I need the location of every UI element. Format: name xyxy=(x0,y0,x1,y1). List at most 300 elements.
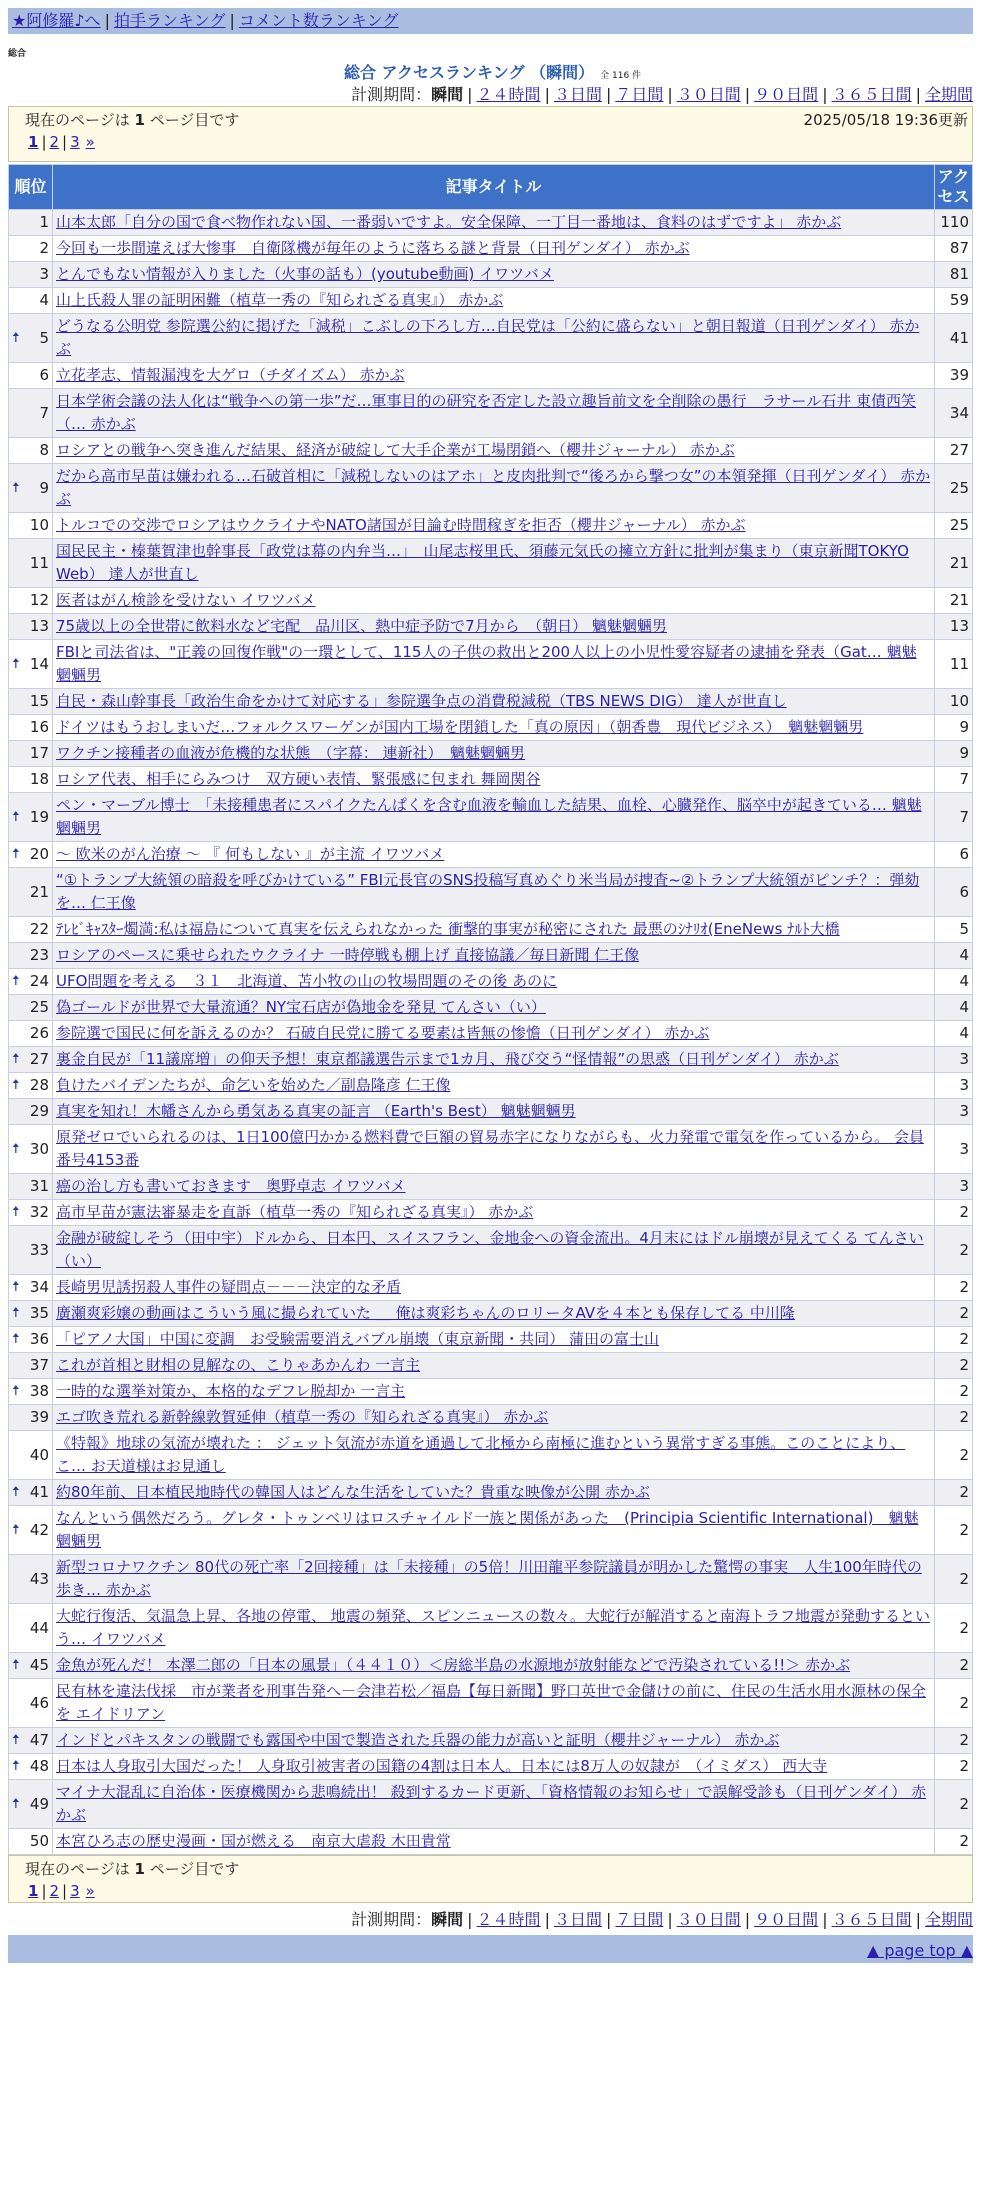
table-row xyxy=(9,1405,973,1431)
rank-cell: 26 xyxy=(9,1021,53,1047)
rank-cell: 🠅 34 xyxy=(9,1275,53,1301)
rank-cell: 13 xyxy=(9,614,53,640)
article-link[interactable]: 裏金自民が「11議席増」の仰天予想！東京都議選告示まで1カ月、飛び交う“怪情報”の思惑（日刊ゲンダイ） 赤かぶ xyxy=(56,1050,839,1068)
access-cell: 21 xyxy=(935,588,973,614)
rank-cell: 🠅 14 xyxy=(9,640,53,689)
access-cell: 39 xyxy=(935,363,973,389)
period-label: 計測期間： xyxy=(351,85,432,104)
article-link[interactable]: どうなる公明党 参院選公約に掲げた「減税」こぶしの下ろし方…自民党は「公約に盛らない」と朝日報道（日刊ゲンダイ） 赤かぶ xyxy=(56,317,920,358)
title-cell xyxy=(53,539,935,588)
table-row xyxy=(9,969,973,995)
title-cell xyxy=(53,1480,935,1506)
article-link[interactable]: 高市早苗が憲法審暴走を直訴（植草一秀の『知られざる真実』） 赤かぶ xyxy=(56,1203,534,1221)
up-arrow-icon: 🠅 xyxy=(12,329,20,346)
table-row xyxy=(9,1653,973,1679)
table-row xyxy=(9,767,973,793)
title-cell xyxy=(53,363,935,389)
article-link[interactable]: 参院選で国民に何を訴えるのか？ 石破自民党に勝てる要素は皆無の惨憺（日刊ゲンダイ） 赤かぶ xyxy=(56,1024,710,1042)
up-arrow-icon: 🠅 xyxy=(12,1279,20,1295)
title-cell xyxy=(53,1728,935,1754)
title-cell xyxy=(53,917,935,943)
table-row xyxy=(9,363,973,389)
table-row xyxy=(9,943,973,969)
rank-cell: 44 xyxy=(9,1604,53,1653)
title-cell xyxy=(53,1604,935,1653)
rank-cell: 21 xyxy=(9,868,53,917)
table-row xyxy=(9,1728,973,1754)
access-cell: 2 xyxy=(935,1226,973,1275)
title-cell xyxy=(53,793,935,842)
access-cell: 3 xyxy=(935,1073,973,1099)
table-row xyxy=(9,1604,973,1653)
title-cell xyxy=(53,1653,935,1679)
title-cell xyxy=(53,1073,935,1099)
rank-cell: 🠅 47 xyxy=(9,1728,53,1754)
table-row xyxy=(9,1754,973,1780)
up-arrow-icon: 🠅 xyxy=(12,1758,20,1774)
table-row xyxy=(9,689,973,715)
article-link[interactable]: 廣瀬爽彩嬢の動画はこういう風に撮られていた ＿ 俺は爽彩ちゃんのロリータAVを４本とも保存してる 中川隆 xyxy=(56,1304,795,1322)
article-link[interactable]: “①トランプ大統領の暗殺を呼びかけている” FBI元長官のSNS投稿写真めぐり米当局が捜査~②トランプ大統領がピンチ？：弾劾を… 仁王像 xyxy=(56,871,920,912)
title-cell xyxy=(53,943,935,969)
article-link[interactable]: 日本は人身取引大国だった！ 人身取引被害者の国籍の4割は日本人。日本には8万人の奴隷が （イミダス） 西大寺 xyxy=(56,1757,828,1775)
table-row xyxy=(9,1780,973,1829)
access-cell: 2 xyxy=(935,1353,973,1379)
access-cell: 41 xyxy=(935,314,973,363)
access-cell: 2 xyxy=(935,1431,973,1480)
period-label: 計測期間： xyxy=(351,1910,432,1929)
access-cell: 3 xyxy=(935,1047,973,1073)
article-link[interactable]: ﾃﾚﾋﾞｷｬｽﾀｰ燭満:私は福島について真実を伝えられなかった 衝撃的事実が秘密にされた 最悪のｼﾅﾘｵ(EneNews ﾅﾙﾄ大橋 xyxy=(56,920,840,938)
access-cell: 2 xyxy=(935,1728,973,1754)
title-cell xyxy=(53,715,935,741)
access-cell: 87 xyxy=(935,236,973,262)
page-info-bottom xyxy=(8,1855,973,1903)
rank-cell: 🠅 36 xyxy=(9,1327,53,1353)
access-cell: 4 xyxy=(935,943,973,969)
rank-cell: 29 xyxy=(9,1099,53,1125)
article-link[interactable]: 大蛇行復活、気温急上昇、各地の停電、 地震の頻発、スピンニュースの数々。大蛇行が解消すると南海トラフ地震が発動するという… イワツバメ xyxy=(56,1607,931,1648)
article-link[interactable]: ワクチン接種者の血液が危機的な状態 （字幕： 連新社） 魑魅魍魎男 xyxy=(56,744,526,762)
pagination-bottom: 1 | 2 | 3 » xyxy=(28,1882,95,1900)
table-row xyxy=(9,389,973,438)
title-cell xyxy=(53,236,935,262)
article-link[interactable]: UFO問題を考える ３１ 北海道、苫小牧の山の牧場問題のその後 あのに xyxy=(56,972,558,990)
article-link[interactable]: だから高市早苗は嫌われる…石破首相に「減税しないのはアホ」と皮肉批判で“後ろから撃つ女”の本領発揮（日刊ゲンダイ） 赤かぶ xyxy=(56,467,931,508)
rank-cell: 31 xyxy=(9,1174,53,1200)
access-cell: 4 xyxy=(935,995,973,1021)
article-count: 全 116 件 xyxy=(600,71,642,81)
access-cell: 2 xyxy=(935,1405,973,1431)
rank-cell: 43 xyxy=(9,1555,53,1604)
rank-cell: 3 xyxy=(9,262,53,288)
access-cell: 9 xyxy=(935,715,973,741)
title-cell xyxy=(53,513,935,539)
article-link[interactable]: エゴ吹き荒れる新幹線敦賀延伸（植草一秀の『知られざる真実』） 赤かぶ xyxy=(56,1408,549,1426)
table-row xyxy=(9,715,973,741)
title-cell xyxy=(53,1555,935,1604)
access-cell: 2 xyxy=(935,1301,973,1327)
pagination-top: 1 | 2 | 3 » xyxy=(28,133,95,151)
ranking-table xyxy=(8,164,973,1855)
nav-comment-ranking-link[interactable]: コメント数ランキング xyxy=(238,11,399,30)
rank-cell: 37 xyxy=(9,1353,53,1379)
period-link[interactable]: ２４時間 xyxy=(476,85,541,104)
up-arrow-icon: 🠅 xyxy=(12,1305,20,1321)
title-cell xyxy=(53,438,935,464)
rank-cell: 2 xyxy=(9,236,53,262)
period-link[interactable]: ７日間 xyxy=(615,1910,664,1929)
footer-bar xyxy=(8,1935,973,1963)
access-cell: 2 xyxy=(935,1327,973,1353)
rank-cell: 🠅 42 xyxy=(9,1506,53,1555)
access-cell: 7 xyxy=(935,767,973,793)
article-link[interactable]: これが首相と財相の見解なの、こりゃあかんわ 一言主 xyxy=(56,1356,421,1374)
access-cell: 2 xyxy=(935,1754,973,1780)
title-cell xyxy=(53,1021,935,1047)
title-cell xyxy=(53,1047,935,1073)
access-header: アクセス xyxy=(935,165,973,210)
rank-cell: 🠅 49 xyxy=(9,1780,53,1829)
article-link[interactable]: 日本学術会議の法人化は“戦争への第一歩”だ…軍事目的の研究を否定した設立趣旨前文を全削除の愚行 ラサール石井 東債西笑（… 赤かぶ xyxy=(56,392,917,433)
title-cell xyxy=(53,1226,935,1275)
table-row xyxy=(9,1125,973,1174)
article-link[interactable]: 民有林を違法伐採 市が業者を刑事告発へ－会津若松／福島【毎日新聞】野口英世で金儲けの前に、住民の生活水用水源林の保全を エイドリアン xyxy=(56,1682,927,1723)
page-info-text: 現在のページは 1 ページ目です xyxy=(25,111,240,129)
article-link[interactable]: マイナ大混乱に自治体・医療機関から悲鳴続出！ 殺到するカード更新、「資格情報のお知らせ」で誤解受診も（日刊ゲンダイ） 赤かぶ xyxy=(56,1783,927,1824)
rank-header: 順位 xyxy=(9,165,53,210)
access-cell: 13 xyxy=(935,614,973,640)
up-arrow-icon: 🠅 xyxy=(12,1204,20,1220)
access-cell: 7 xyxy=(935,793,973,842)
title-cell xyxy=(53,1174,935,1200)
access-cell: 3 xyxy=(935,1125,973,1174)
rank-cell: 1 xyxy=(9,210,53,236)
table-row xyxy=(9,1226,973,1275)
table-row xyxy=(9,1047,973,1073)
title-cell xyxy=(53,842,935,868)
table-row xyxy=(9,513,973,539)
rank-cell: 🠅 30 xyxy=(9,1125,53,1174)
rank-cell: 25 xyxy=(9,995,53,1021)
table-row xyxy=(9,1301,973,1327)
rank-cell: 10 xyxy=(9,513,53,539)
rank-cell: 15 xyxy=(9,689,53,715)
rank-cell: 🠅 27 xyxy=(9,1047,53,1073)
rank-cell: 🠅 35 xyxy=(9,1301,53,1327)
table-row xyxy=(9,1174,973,1200)
access-cell: 2 xyxy=(935,1653,973,1679)
article-link[interactable]: ロシア代表、相手にらみつけ 双方硬い表情、緊張感に包まれ 舞岡関谷 xyxy=(56,770,541,788)
table-row xyxy=(9,741,973,767)
article-link[interactable]: 長崎男児誘拐殺人事件の疑問点－－－決定的な矛盾 xyxy=(56,1278,402,1296)
period-link[interactable]: ３日間 xyxy=(553,85,602,104)
up-arrow-icon: 🠅 xyxy=(12,1140,20,1157)
up-arrow-icon: 🠅 xyxy=(12,479,20,496)
access-cell: 21 xyxy=(935,539,973,588)
access-cell: 25 xyxy=(935,464,973,513)
up-arrow-icon: 🠅 xyxy=(12,1795,20,1812)
period-link[interactable]: ３６５日間 xyxy=(831,85,912,104)
access-cell: 3 xyxy=(935,1099,973,1125)
access-cell: 2 xyxy=(935,1780,973,1829)
period-link[interactable]: ３０日間 xyxy=(676,85,741,104)
table-row xyxy=(9,262,973,288)
table-row xyxy=(9,995,973,1021)
article-link[interactable]: なんという偶然だろう。グレタ・トゥンベリはロスチャイルド一族と関係があった (Principia Scientific International) 魑魅魍魎男 xyxy=(56,1509,919,1550)
rank-cell: 🠅 45 xyxy=(9,1653,53,1679)
table-row xyxy=(9,614,973,640)
title-cell xyxy=(53,689,935,715)
article-link[interactable]: 医者はがん検診を受けない イワツバメ xyxy=(56,591,316,609)
article-link[interactable]: 約80年前、日本植民地時代の韓国人はどんな生活をしていた？貴重な映像が公開 赤かぶ xyxy=(56,1483,650,1501)
top-nav: ★阿修羅♪へ | 拍手ランキング | コメント数ランキング xyxy=(8,8,973,34)
title-cell xyxy=(53,262,935,288)
article-link[interactable]: 一時的な選挙対策か、本格的なデフレ脱却か 一言主 xyxy=(56,1382,406,1400)
rank-cell: 🠅 41 xyxy=(9,1480,53,1506)
article-link[interactable]: 立花孝志、情報漏洩を大ゲロ（チダイズム） 赤かぶ xyxy=(56,366,405,384)
rank-cell: 46 xyxy=(9,1679,53,1728)
access-cell: 2 xyxy=(935,1555,973,1604)
table-row xyxy=(9,640,973,689)
table-row xyxy=(9,464,973,513)
title-cell xyxy=(53,1780,935,1829)
up-arrow-icon: 🠅 xyxy=(12,655,20,672)
rank-cell: 🠅 9 xyxy=(9,464,53,513)
period-link[interactable]: ２４時間 xyxy=(476,1910,541,1929)
table-row xyxy=(9,1829,973,1855)
title-cell xyxy=(53,389,935,438)
rank-cell: 39 xyxy=(9,1405,53,1431)
article-link[interactable]: 国民民主・榛葉賀津也幹事長「政党は幕の内弁当…」 山尾志桜里氏、須藤元気氏の擁立方針に批判が集まり（東京新聞TOKYO Web） 達人が世直し xyxy=(56,542,909,583)
table-row xyxy=(9,588,973,614)
rank-cell: 🠅 24 xyxy=(9,969,53,995)
table-row xyxy=(9,1679,973,1728)
table-row xyxy=(9,539,973,588)
article-link[interactable]: 75歳以上の全世帯に飲料水など宅配 品川区、熱中症予防で7月から （朝日） 魑魅魍魎男 xyxy=(56,617,667,635)
article-link[interactable]: 自民・森山幹事長「政治生命をかけて対応する」参院選争点の消費税減税（TBS NEWS DIG） 達人が世直し xyxy=(56,692,787,710)
title-header: 記事タイトル xyxy=(53,165,935,210)
access-cell: 25 xyxy=(935,513,973,539)
period-link[interactable]: ９０日間 xyxy=(754,85,819,104)
period-selector-top: 計測期間：瞬間 | ２４時間 | ３日間 | ７日間 | ３０日間 | ９０日間 | ３６５日間 | 全期間 xyxy=(351,85,973,104)
period-link[interactable]: ９０日間 xyxy=(754,1910,819,1929)
article-link[interactable]: ドイツはもうおしまいだ…フォルクスワーゲンが国内工場を閉鎖した「真の原因」（朝香豊 現代ビジネス） 魑魅魍魎男 xyxy=(56,718,864,736)
page-link[interactable]: » xyxy=(85,1882,95,1900)
title-cell xyxy=(53,1200,935,1226)
updated-time: 2025/05/18 19:36更新 xyxy=(803,111,968,129)
rank-cell: 4 xyxy=(9,288,53,314)
rank-cell: 🠅 38 xyxy=(9,1379,53,1405)
title-cell xyxy=(53,640,935,689)
up-arrow-icon: 🠅 xyxy=(12,808,20,825)
up-arrow-icon: 🠅 xyxy=(12,1077,20,1093)
table-row xyxy=(9,210,973,236)
table-row xyxy=(9,1099,973,1125)
access-cell: 6 xyxy=(935,842,973,868)
page-link[interactable]: 3 xyxy=(70,1882,80,1900)
title-cell xyxy=(53,1099,935,1125)
article-link[interactable]: 《特報》地球の気流が壊れた ： ジェット気流が赤道を通過して北極から南極に進むという異常すぎる事態。このことにより、こ… お天道様はお見通し xyxy=(56,1434,906,1475)
page-link[interactable]: 2 xyxy=(49,1882,60,1900)
title-cell xyxy=(53,995,935,1021)
article-link[interactable]: ペン・マーブル博士 「未接種患者にスパイクたんぱくを含む血液を輸血した結果、血栓、心臓発作、脳卒中が起きている… 魑魅魍魎男 xyxy=(56,796,922,837)
table-row xyxy=(9,1506,973,1555)
table-row xyxy=(9,1073,973,1099)
table-row xyxy=(9,1431,973,1480)
table-row xyxy=(9,868,973,917)
table-row xyxy=(9,288,973,314)
rank-cell: 🠅 32 xyxy=(9,1200,53,1226)
table-row xyxy=(9,917,973,943)
title-cell xyxy=(53,588,935,614)
title-cell xyxy=(53,767,935,793)
title-cell xyxy=(53,1506,935,1555)
article-link[interactable]: 金魚が死んだ！ 本澤二郎の「日本の風景」（４４１０）＜房総半島の水源地が放射能などで汚染されている!!＞ 赤かぶ xyxy=(56,1656,851,1674)
rank-cell: 17 xyxy=(9,741,53,767)
table-row xyxy=(9,438,973,464)
rank-cell: 22 xyxy=(9,917,53,943)
title-cell xyxy=(53,1353,935,1379)
page-link[interactable]: 1 xyxy=(28,1882,39,1900)
article-link[interactable]: 負けたバイデンたちが、命乞いを始めた／副島隆彦 仁王像 xyxy=(56,1076,451,1094)
period-link[interactable]: ３０日間 xyxy=(676,1910,741,1929)
rank-cell: 11 xyxy=(9,539,53,588)
article-link[interactable]: 今回も一歩間違えば大惨事 自衛隊機が毎年のように落ちる謎と背景（日刊ゲンダイ） 赤かぶ xyxy=(56,239,690,257)
page-info-text-bottom: 現在のページは 1 ページ目です xyxy=(25,1860,240,1878)
article-link[interactable]: ロシアのペースに乗せられたウクライナ 一時停戦も棚上げ 直接協議／毎日新聞 仁王像 xyxy=(56,946,640,964)
period-current: 瞬間 xyxy=(431,85,464,104)
rank-cell: 🠅 5 xyxy=(9,314,53,363)
access-cell: 4 xyxy=(935,969,973,995)
period-current: 瞬間 xyxy=(431,1910,464,1929)
rank-cell: 🠅 19 xyxy=(9,793,53,842)
access-cell: 2 xyxy=(935,1604,973,1653)
article-link[interactable]: 癌の治し方も書いておきます 奥野卓志 イワツバメ xyxy=(56,1177,406,1195)
title-cell xyxy=(53,1754,935,1780)
access-cell: 5 xyxy=(935,917,973,943)
access-cell: 2 xyxy=(935,1200,973,1226)
page-title xyxy=(0,60,985,83)
up-arrow-icon: 🠅 xyxy=(12,1521,20,1538)
access-cell: 2 xyxy=(935,1679,973,1728)
period-selector-bottom: 計測期間：瞬間 | ２４時間 | ３日間 | ７日間 | ３０日間 | ９０日間 | ３６５日間 | 全期間 xyxy=(351,1910,973,1929)
table-row xyxy=(9,236,973,262)
table-row xyxy=(9,1327,973,1353)
rank-cell: 12 xyxy=(9,588,53,614)
category-label: 総合 xyxy=(8,49,27,59)
title-cell xyxy=(53,741,935,767)
article-link[interactable]: 新型コロナワクチン 80代の死亡率「2回接種」は「未接種」の5倍！川田龍平参院議員が明かした驚愕の事実 人生100年時代の歩き… 赤かぶ xyxy=(56,1558,922,1599)
title-cell xyxy=(53,314,935,363)
access-cell: 11 xyxy=(935,640,973,689)
up-arrow-icon: 🠅 xyxy=(12,1383,20,1399)
table-row xyxy=(9,314,973,363)
article-link[interactable]: 原発ゼロでいられるのは、1日100億円かかる燃料費で巨額の貿易赤字になりながらも、火力発電で電気を作っているから。 会員番号4153番 xyxy=(56,1128,924,1169)
page-link[interactable]: 1 xyxy=(28,133,39,151)
up-arrow-icon: 🠅 xyxy=(12,1732,20,1748)
rank-cell: 🠅 28 xyxy=(9,1073,53,1099)
access-cell: 6 xyxy=(935,868,973,917)
article-link[interactable]: 真実を知れ！木幡さんから勇気ある真実の証言 （Earth's Best） 魑魅魍魎男 xyxy=(56,1102,576,1120)
period-link[interactable]: 全期間 xyxy=(924,1910,973,1929)
rank-cell: 23 xyxy=(9,943,53,969)
article-link[interactable]: 本宮ひろ志の歴史漫画・国が燃える 南京大虐殺 木田貴常 xyxy=(56,1832,451,1850)
title-cell xyxy=(53,969,935,995)
rank-cell: 40 xyxy=(9,1431,53,1480)
rank-cell: 🠅 20 xyxy=(9,842,53,868)
up-arrow-icon: 🠅 xyxy=(12,1051,20,1067)
title-cell xyxy=(53,1431,935,1480)
title-cell xyxy=(53,210,935,236)
article-link[interactable]: 金融が破綻しそう（田中宇）ドルから、日本円、スイスフラン、金地金への資金流出。4月末にはドル崩壊が見えてくる てんさい（い） xyxy=(56,1229,924,1270)
page-link[interactable]: 2 xyxy=(49,133,60,151)
article-link[interactable]: 「ピアノ大国」中国に変調 お受験需要消えバブル崩壊（東京新聞・共同） 蒲田の富士山 xyxy=(56,1330,659,1348)
page-info-top xyxy=(8,106,973,162)
table-row xyxy=(9,1021,973,1047)
table-row xyxy=(9,1353,973,1379)
nav-asyura-link[interactable]: ★阿修羅♪へ xyxy=(12,11,101,30)
title-cell xyxy=(53,464,935,513)
rank-cell: 7 xyxy=(9,389,53,438)
up-arrow-icon: 🠅 xyxy=(12,1484,20,1500)
access-cell: 110 xyxy=(935,210,973,236)
title-cell xyxy=(53,1379,935,1405)
period-link[interactable]: ７日間 xyxy=(615,85,664,104)
table-row xyxy=(9,1555,973,1604)
article-link[interactable]: インドとパキスタンの戦闘でも露国や中国で製造された兵器の能力が高いと証明（櫻井ジャーナル） 赤かぶ xyxy=(56,1731,780,1749)
rank-cell: 🠅 48 xyxy=(9,1754,53,1780)
rank-cell: 16 xyxy=(9,715,53,741)
page-link[interactable]: 3 xyxy=(70,133,80,151)
access-cell: 10 xyxy=(935,689,973,715)
page-top-link[interactable]: ▲ page top ▲ xyxy=(866,1941,973,1960)
access-cell: 2 xyxy=(935,1480,973,1506)
title-cell xyxy=(53,1275,935,1301)
article-link[interactable]: トルコでの交渉でロシアはウクライナやNATO諸国が目論む時間稼ぎを拒否（櫻井ジャーナル） 赤かぶ xyxy=(56,516,746,534)
access-cell: 59 xyxy=(935,288,973,314)
article-link[interactable]: とんでもない情報が入りました（火事の話も）(youtube動画) イワツバメ xyxy=(56,265,554,283)
article-link[interactable]: 山上氏殺人罪の証明困難（植草一秀の『知られざる真実』） 赤かぶ xyxy=(56,291,504,309)
article-link[interactable]: 山本太郎「自分の国で食べ物作れない国、一番弱いですよ。安全保障、一丁目一番地は、食料のはずですよ」 赤かぶ xyxy=(56,213,842,231)
access-cell: 2 xyxy=(935,1506,973,1555)
up-arrow-icon: 🠅 xyxy=(12,973,20,989)
access-cell: 2 xyxy=(935,1379,973,1405)
title-cell xyxy=(53,868,935,917)
table-row xyxy=(9,1275,973,1301)
access-cell: 3 xyxy=(935,1174,973,1200)
article-link[interactable]: ロシアとの戦争へ突き進んだ結果、経済が破綻して大手企業が工場閉鎖へ（櫻井ジャーナル） 赤かぶ xyxy=(56,441,735,459)
period-link[interactable]: 全期間 xyxy=(924,85,973,104)
nav-applause-ranking-link[interactable]: 拍手ランキング xyxy=(113,11,226,30)
period-link[interactable]: ３日間 xyxy=(553,1910,602,1929)
rank-cell: 6 xyxy=(9,363,53,389)
up-arrow-icon: 🠅 xyxy=(12,1331,20,1347)
access-cell: 9 xyxy=(935,741,973,767)
article-link[interactable]: 偽ゴールドが世界で大量流通？NY宝石店が偽地金を発見 てんさい（い） xyxy=(56,998,546,1016)
table-row xyxy=(9,1480,973,1506)
article-link[interactable]: FBIと司法省は、"正義の回復作戦"の一環として、115人の子供の救出と200人以上の小児性愛容疑者の逮捕を発表（Gat… 魑魅魍魎男 xyxy=(56,643,917,684)
up-arrow-icon: 🠅 xyxy=(12,1657,20,1673)
title-text: 総合 アクセスランキング （瞬間） xyxy=(343,63,595,82)
title-cell xyxy=(53,1829,935,1855)
page-link[interactable]: » xyxy=(85,133,95,151)
title-cell xyxy=(53,1301,935,1327)
table-row xyxy=(9,1379,973,1405)
article-link[interactable]: ～ 欧米のがん治療 ～ 『 何もしない 』が主流 イワツバメ xyxy=(56,845,445,863)
period-link[interactable]: ３６５日間 xyxy=(831,1910,912,1929)
title-cell xyxy=(53,1679,935,1728)
